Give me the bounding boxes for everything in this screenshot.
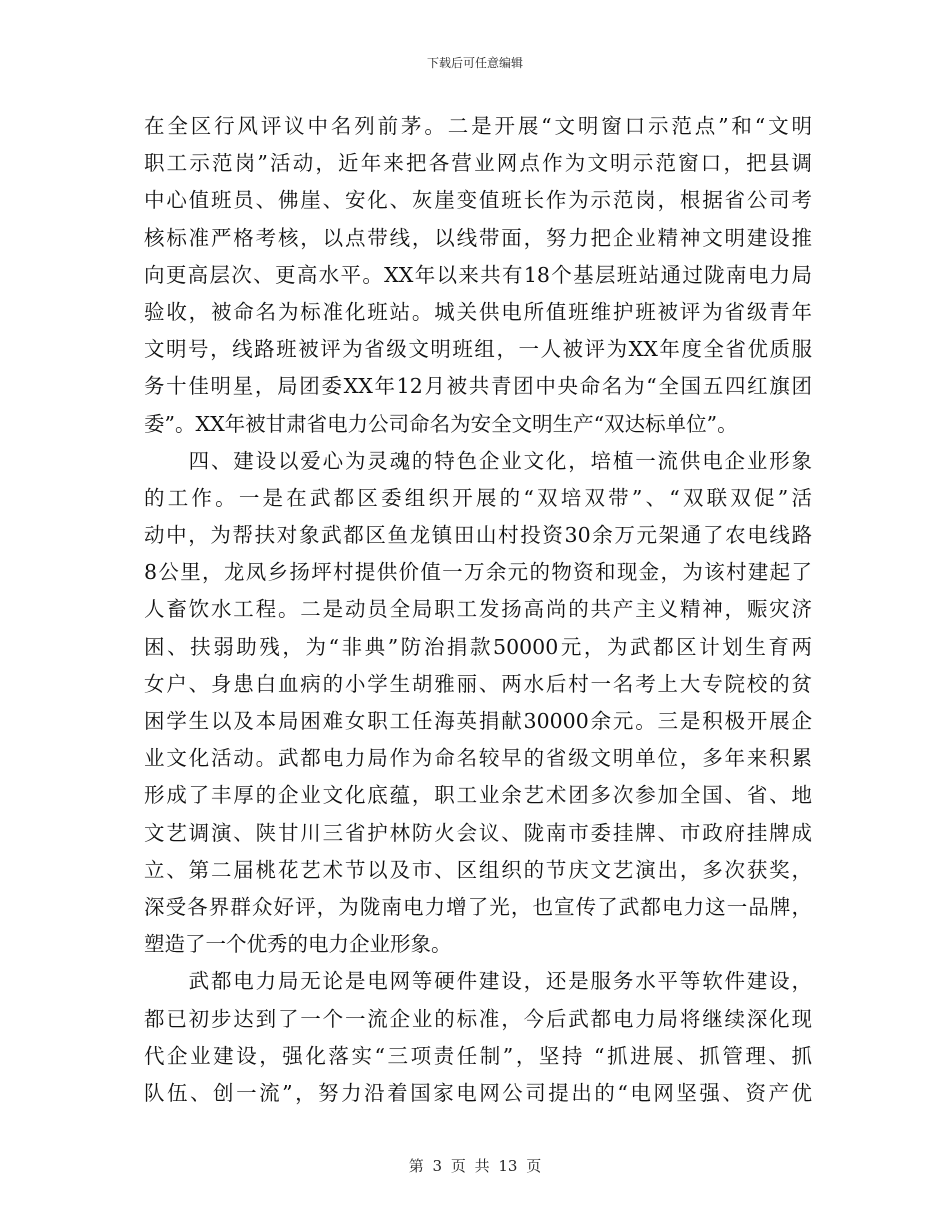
text-line: 在全区行风评议中名列前茅。二是开展“文明窗口示范点”和“文明 [144,114,812,138]
page-header: 下载后可任意编辑 [426,56,523,70]
text-line: 女户、身患白血病的小学生胡雅丽、两水后村一名考上大专院校的贫 [144,671,812,696]
text-line: 向更高层次、更高水平。XX年以来共有18个基层班站通过陇南电力局 [144,262,812,287]
text-line: 深受各界群众好评，为陇南电力增了光，也宣传了武都电力这一品牌， [144,894,812,919]
text-line: 困学生以及本局困难女职工任海英捐献30000余元。三是积极开展企 [144,709,812,733]
text-line: 的工作。一是在武都区委组织开展的“双培双带”、“双联双促”活 [144,485,812,510]
text-line: 塑造了一个优秀的电力企业形象。 [144,932,452,957]
text-line: 立、第二届桃花艺术节以及市、区组织的节庆文艺演出，多次获奖， [144,857,812,882]
text-line: 人畜饮水工程。二是动员全局职工发扬高尚的共产主义精神，赈灾济 [144,597,812,622]
text-line: 业文化活动。武都电力局作为命名较早的省级文明单位，多年来积累 [144,746,812,771]
text-line: 四、建设以爱心为灵魂的特色企业文化，培植一流供电企业形象 [144,448,812,473]
text-line: 验收，被命名为标准化班站。城关供电所值班维护班被评为省级青年 [144,299,812,324]
text-line: 动中，为帮扶对象武都区鱼龙镇田山村投资30余万元架通了农电线路 [144,523,812,548]
text-line: 都已初步达到了一个一流企业的标准，今后武都电力局将继续深化现 [144,1006,812,1031]
document-body [144,108,812,1112]
text-line: 困、扶弱助残，为“非典”防治捐款50000元，为武都区计划生育两 [144,634,812,659]
text-line: 核标准严格考核，以点带线，以线带面，努力把企业精神文明建设推 [144,225,812,250]
text-line: 中心值班员、佛崖、安化、灰崖变值班长作为示范岗，根据省公司考 [144,188,812,213]
text-line: 武都电力局无论是电网等硬件建设，还是服务水平等软件建设， [144,969,812,994]
text-line: 文艺调演、陕甘川三省护林防火会议、陇南市委挂牌、市政府挂牌成 [144,820,812,845]
text-line: 文明号，线路班被评为省级文明班组，一人被评为XX年度全省优质服 [144,337,812,362]
page-footer: 第 3 页 共 13 页 [408,1157,542,1175]
text-line: 队伍、创一流”，努力沿着国家电网公司提出的“电网坚强、资产优 [144,1080,812,1105]
text-line: 职工示范岗”活动，近年来把各营业网点作为文明示范窗口，把县调 [144,151,812,176]
text-line: 务十佳明星，局团委XX年12月被共青团中央命名为“全国五四红旗团 [144,374,812,399]
text-line: 8公里，龙凤乡扬坪村提供价值一万余元的物资和现金，为该村建起了 [144,560,812,585]
text-line: 委”。XX年被甘肃省电力公司命名为安全文明生产“双达标单位”。 [144,411,738,436]
text-line: 形成了丰厚的企业文化底蕴，职工业余艺术团多次参加全国、省、地 [144,783,812,808]
text-line: 代企业建设，强化落实“三项责任制”，坚持 “抓进展、抓管理、抓 [144,1043,812,1068]
